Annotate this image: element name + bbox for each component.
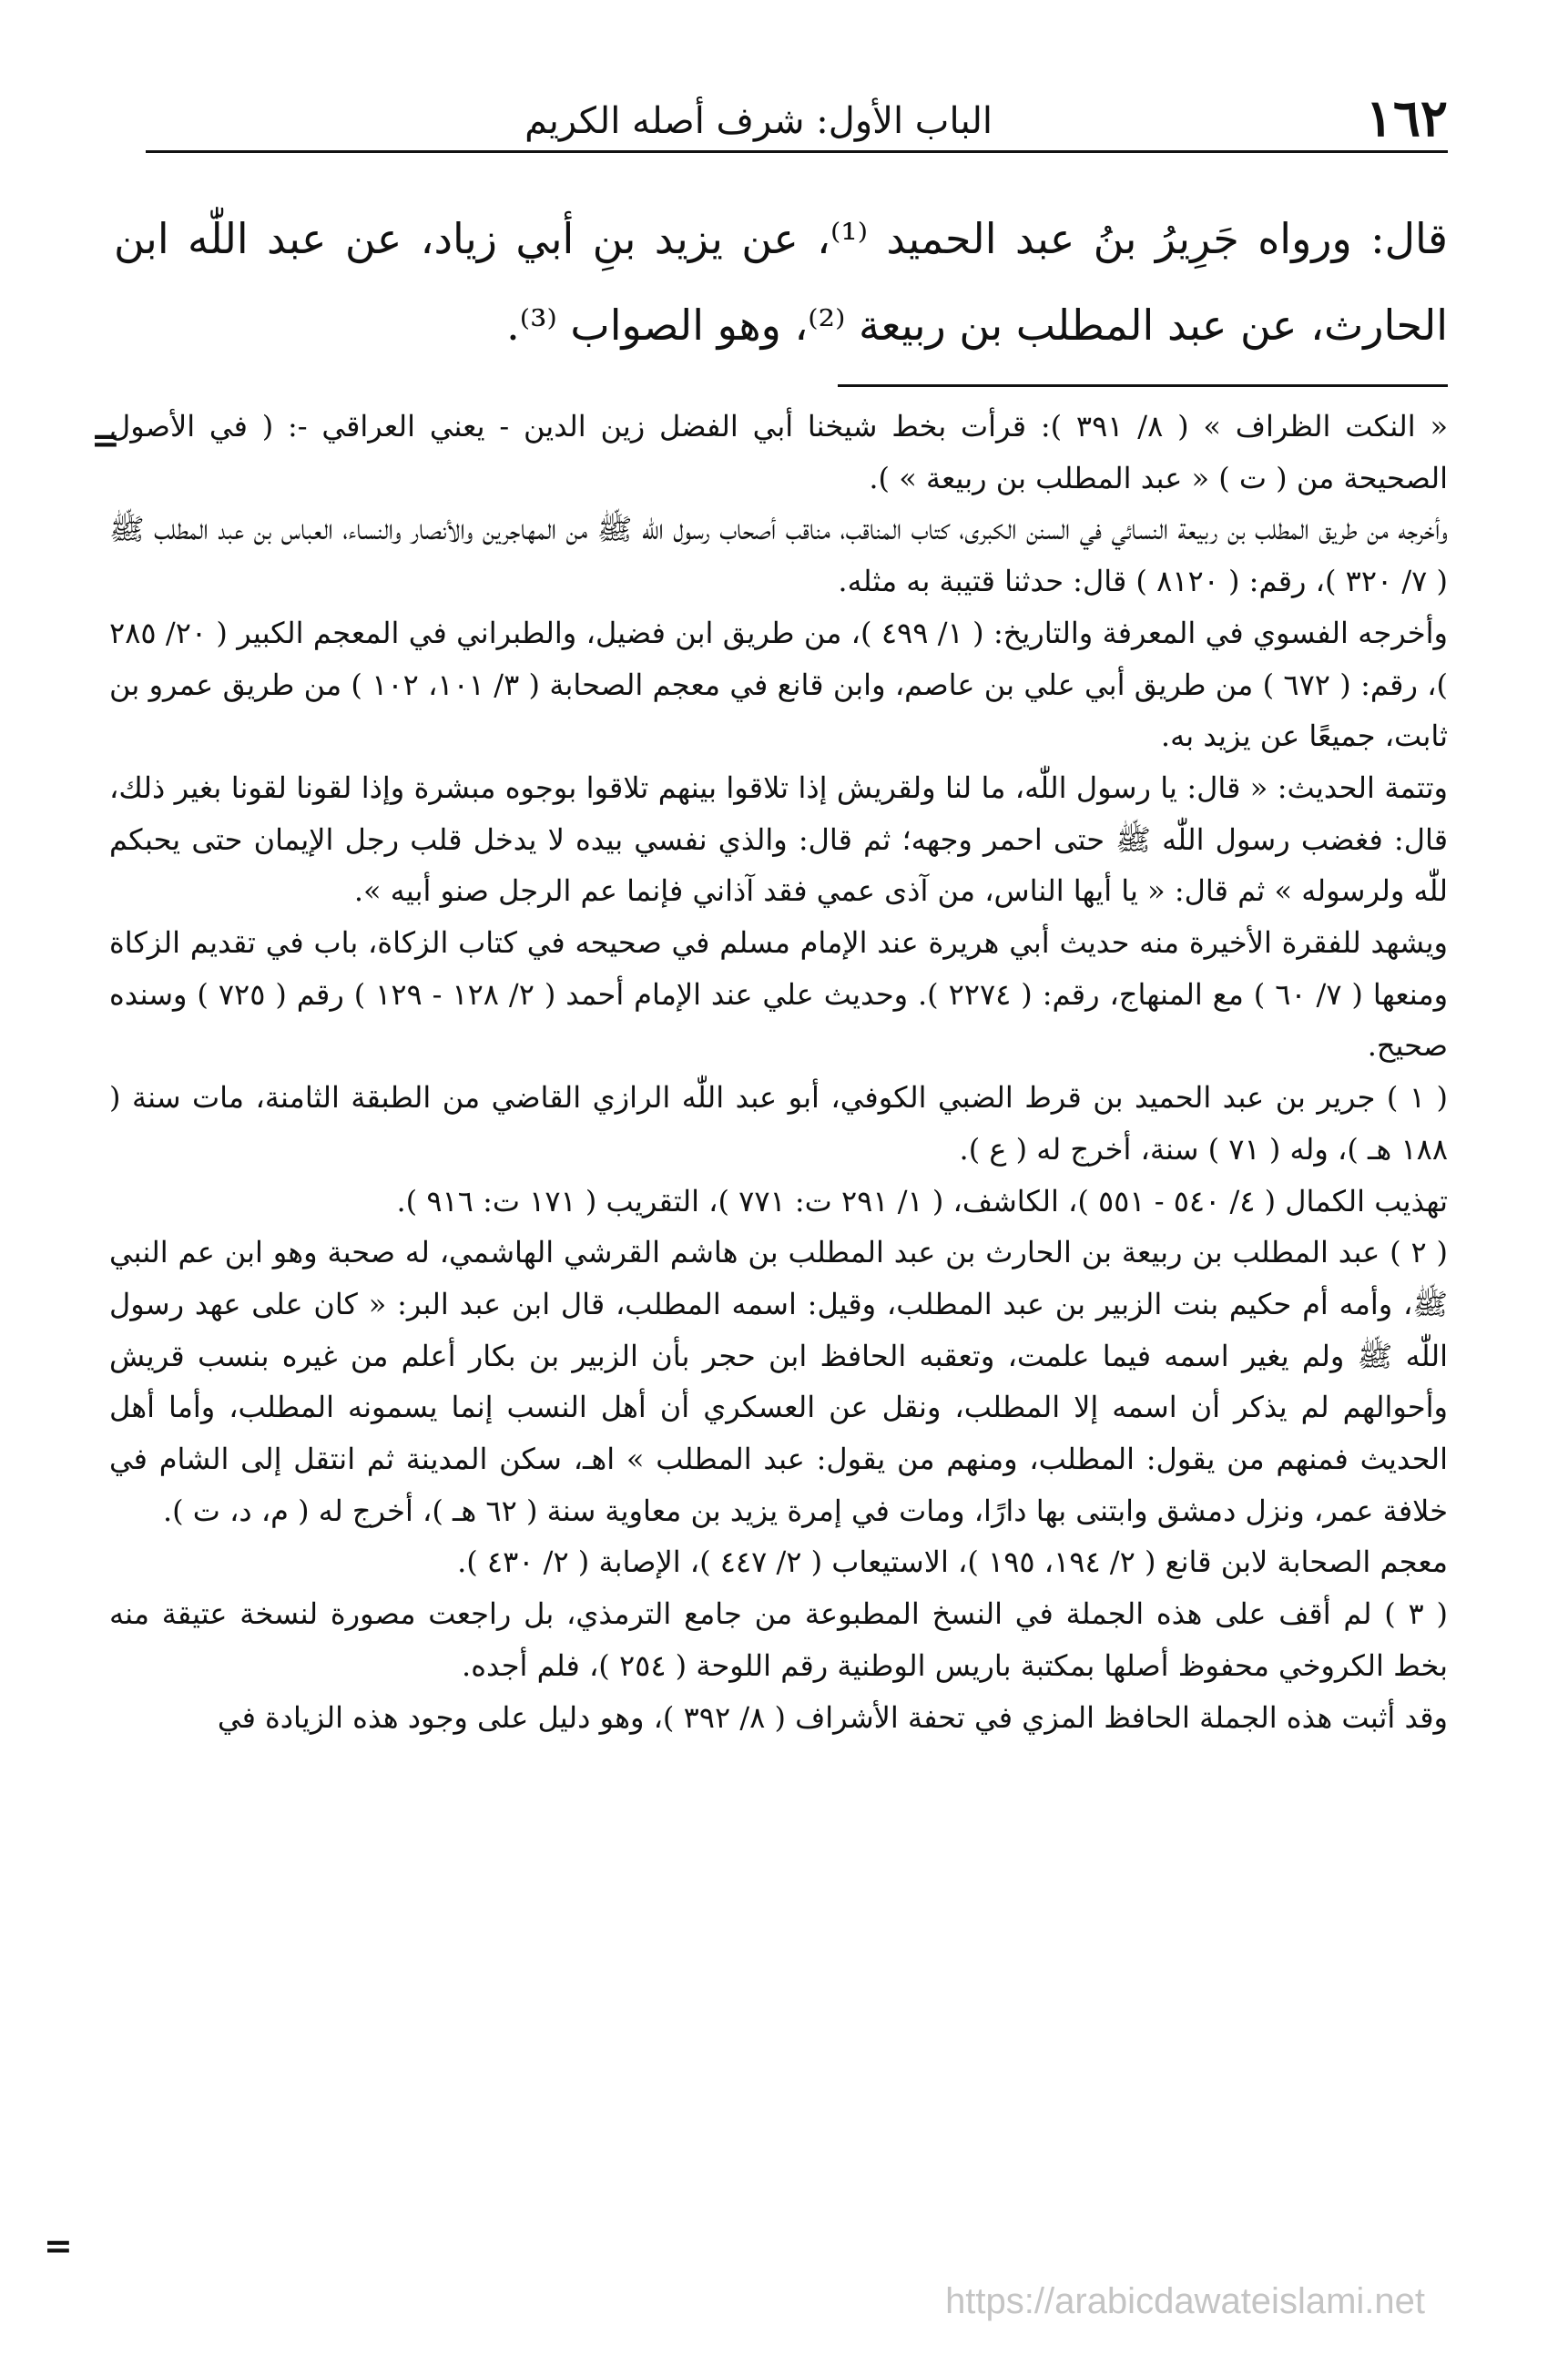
footnote-3: ( ٣ ) لم أقف على هذه الجملة في النسخ المطبوعة من جامع الترمذي، بل راجعت مصورة لنسخة عتيقة منه بخط الكروخي محفوظ أصلها بمكتبة باريس الوطنية رقم اللوحة ( ٢٥٤ )، فلم أجده. — [109, 1596, 1448, 1683]
continuation-mark-bottom: = — [44, 2225, 73, 2266]
footnotes — [109, 401, 1448, 1743]
footnote-1-references: تهذيب الكمال ( ٤/ ٥٤٠ - ٥٥١ )، الكاشف، ( ١/ ٢٩١ ت: ٧٧١ )، التقريب ( ١٧١ ت: ٩١٦ ). — [396, 1183, 1448, 1218]
footnote-2-references: معجم الصحابة لابن قانع ( ٢/ ١٩٤، ١٩٥ )، الاستيعاب ( ٢/ ٤٤٧ )، الإصابة ( ٢/ ٤٣٠ ). — [457, 1544, 1448, 1580]
footnote-2: ( ٢ ) عبد المطلب بن ربيعة بن الحارث بن عبد المطلب بن هاشم القرشي الهاشمي، له صحبة وهو ابن عم النبي ﷺ، وأمه أم حكيم بنت الزبير بن عبد المطلب، وقيل: اسمه المطلب، قال ابن عبد البر: « كان على عهد رسول اللّٰه ﷺ ولم يغير اسمه فيما علمت، وتعقبه الحافظ ابن حجر بأن الزبير بن بكار أعلم من غيره بنسب قريش وأحوالهم لم يذكر أن اسمه إلا المطلب، ونقل عن العسكري أن أهل النسب إنما يسمونه المطلب، وأما أهل الحديث فمنهم من يقول: المطلب، ومنهم من يقول: عبد المطلب » اهـ، سكن المدينة ثم انتقل إلى الشام في خلافة عمر، ونزل دمشق وابتنى بها دارًا، ومات في إمرة يزيد بن معاوية سنة ( ٦٢ هـ )، أخرج له ( م، د، ت ). — [109, 1235, 1449, 1528]
footnote-paragraph: وأخرجه الفسوي في المعرفة والتاريخ: ( ١/ ٤٩٩ )، من طريق ابن فضيل، والطبراني في المعجم الكبير ( ٢٠/ ٢٨٥ )، رقم: ( ٦٧٢ ) من طريق أبي علي بن عاصم، وابن قانع في معجم الصحابة ( ٣/ ١٠١، ١٠٢ ) من طريق عمرو بن ثابت، جميعًا عن يزيد به. — [109, 615, 1449, 754]
main-paragraph: قال: ورواه جَرِيرُ بنُ عبد الحميد ⁽¹⁾، عن يزيد بنِ أبي زياد، عن عبد اللّٰه ابن الحارث، عن عبد المطلب بن ربيعة ⁽²⁾، وهو الصواب ⁽³⁾. — [114, 214, 1448, 350]
main-text — [114, 196, 1448, 369]
page-number: ١٦٢ — [1365, 88, 1448, 148]
footnote-paragraph: ويشهد للفقرة الأخيرة منه حديث أبي هريرة عند الإمام مسلم في صحيحه في كتاب الزكاة، باب في تقديم الزكاة ومنعها ( ٧/ ٦٠ ) مع المنهاج، رقم: ( ٢٢٧٤ ). وحديث علي عند الإمام أحمد ( ٢/ ١٢٨ - ١٢٩ ) رقم ( ٧٢٥ ) وسنده صحيح. — [109, 925, 1449, 1064]
footnote-divider — [838, 384, 1448, 387]
footnote-paragraph: وأخرجه من طريق المطلب بن ربيعة النسائي في السنن الكبرى، كتاب المناقب، مناقب أصحاب رسول اللّٰه ﷺ من المهاجرين والأنصار والنساء، العباس بن عبد المطلب ﷺ ( ٧/ ٣٢٠ )، رقم: ( ٨١٢٠ ) قال: حدثنا قتيبة به مثله. — [109, 512, 1448, 599]
footnote-paragraph: وقد أثبت هذه الجملة الحافظ المزي في تحفة الأشراف ( ٨/ ٣٩٢ )، وهو دليل على وجود هذه الزيادة في — [217, 1699, 1448, 1735]
continuation-mark-top: = — [91, 419, 120, 460]
running-title: الباب الأول: شرف أصله الكريم — [524, 100, 993, 142]
footnote-paragraph: وتتمة الحديث: « قال: يا رسول اللّٰه، ما لنا ولقريش إذا تلاقوا بينهم تلاقوا بوجوه مبشرة وإذا لقونا لقونا بغير ذلك، قال: فغضب رسول اللّٰه ﷺ حتى احمر وجهه؛ ثم قال: والذي نفسي بيده لا يدخل قلب رجل الإيمان حتى يحبكم للّٰه ولرسوله » ثم قال: « يا أيها الناس، من آذى عمي فقد آذاني فإنما عم الرجل صنو أبيه ». — [109, 770, 1449, 909]
watermark-url: https://arabicdawateislami.net — [945, 2281, 1425, 2321]
footnote-paragraph: « النكت الظراف » ( ٨/ ٣٩١ ): قرأت بخط شيخنا أبي الفضل زين الدين - يعني العراقي -: ( في الأصول الصحيحة من ( ت ) « عبد المطلب بن ربيعة » ). — [109, 409, 1449, 495]
page-header — [146, 87, 1448, 153]
footnote-1: ( ١ ) جرير بن عبد الحميد بن قرط الضبي الكوفي، أبو عبد اللّٰه الرازي القاضي من الطبقة الثامنة، مات سنة ( ١٨٨ هـ )، وله ( ٧١ ) سنة، أخرج له ( ع ). — [109, 1080, 1449, 1167]
